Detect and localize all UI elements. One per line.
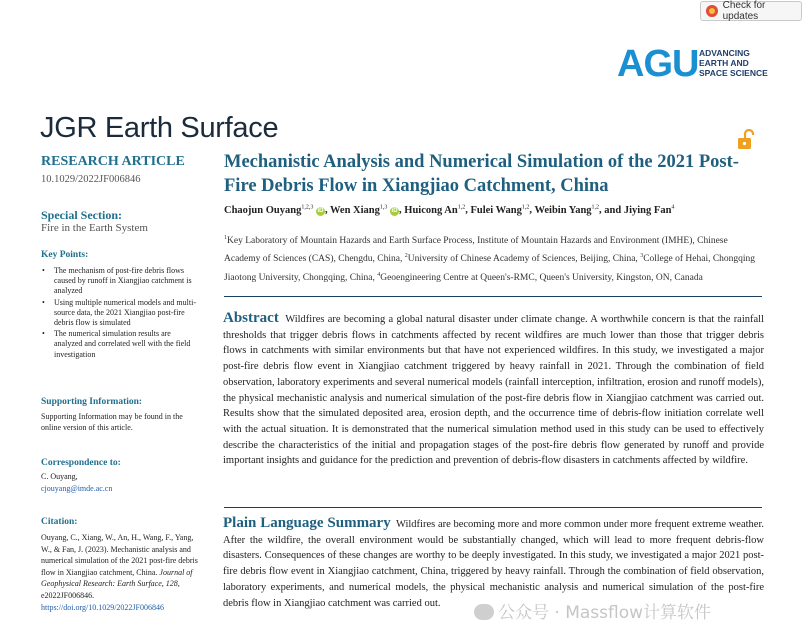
- citation-heading: Citation:: [41, 517, 78, 527]
- pls-heading: Plain Language Summary: [223, 515, 391, 531]
- author-name: Chaojun Ouyang: [224, 204, 302, 216]
- author: [330, 205, 399, 216]
- tagline-line: SPACE SCIENCE: [699, 68, 768, 78]
- author: [224, 205, 325, 216]
- key-point: • The mechanism of post-fire debris flows caused by runoff in Xiangjiao catchment is analyzed: [41, 266, 201, 297]
- citation-text: [41, 532, 203, 613]
- author-affiliation-marker: 1,2,3: [301, 204, 314, 210]
- orcid-icon[interactable]: iD: [317, 207, 324, 214]
- author-name: and Jiying Fan: [604, 204, 672, 216]
- author-affiliation-marker: 1,2: [457, 204, 466, 210]
- supporting-info-heading: Supporting Information:: [41, 397, 143, 407]
- wechat-icon: [474, 604, 494, 620]
- article-doi: 10.1029/2022JF006846: [41, 174, 141, 185]
- author-affiliation-marker: 4: [671, 204, 675, 210]
- correspondence-name: C. Ouyang,: [41, 472, 78, 481]
- author: [404, 205, 465, 216]
- tagline-line: EARTH AND: [699, 58, 749, 68]
- agu-tagline: [699, 48, 768, 78]
- pls-text: Wildfires are becoming more and more common under more frequent extreme weather. After the wildfire, the overall environment would be substantially changed, which will lead to more frequent debris-flow disasters. Consequences of these changes are worthy to be deeply investigated. In this study, we investigated a major 2021 post-fire debris flow event in Xiangjiao catchment, China, triggered by heavy rainfall. Through the combination of field observation, laboratory experiments, and numerical models, the physical mechanistic analysis and numerical simulation of the post-fire debris flow in Xiangjiao catchment was carried out.: [223, 519, 764, 609]
- section-divider: [224, 296, 762, 297]
- affiliation-marker: 1: [224, 235, 227, 241]
- author-list: Chaojun Ouyang$^{1,2,3}$ iD , Wen Xiang$^{1,3}$ iD , Huicong An$^{1,2}$, Fulei Wang$^{1,2}$, Weibin Yang$^{1,2}$, and Jiying Fan$^4$: [224, 204, 675, 216]
- affiliation-text: Geoengineering Centre at Queen's-RMC, Queen's University, Kingston, ON, Canada: [380, 272, 703, 283]
- affiliation-text: College of Hehai, Chongqing Jiaotong University, Chongqing, China,: [224, 254, 756, 283]
- citation-journal: Journal of Geophysical Research: Earth Surface, 128,: [41, 567, 193, 589]
- tagline-line: ADVANCING: [699, 48, 750, 58]
- author-name: Weibin Yang: [534, 204, 592, 216]
- citation-body: Ouyang, C., Xiang, W., An, H., Wang, F., Yang, W., & Fan, J. (2023). Mechanistic analysis and numerical simulation of the 2021 post-fire debris flow in Xiangjiao catchment, China.: [41, 533, 198, 577]
- abstract-text: Wildfires are becoming a global natural disaster under climate change. A worthwhile concern is that the rainfall thresholds that trigger debris flows in catchments affected by recent wildfires are much lower than those that trigger debris flows in catchments with similar environments but that have not experienced wildfires. In this study, we investigated a major post-fire debris flow event in Xiangjiao catchment triggered by heavy rainfall in 2021. Through the combination of field observation, laboratory experiments and several numerical models (rainfall interception, infiltration, erosion and runoff models), the physical mechanistic analysis and numerical simulation of the post-fire debris flow in Xiangjiao catchment was carried out. Results show that the simulated deposited area, erosion depth, and the occurrence time of debris-flow initiation correlate well with the actual situation. It is demonstrated that the numerical simulation method used in this study can be used to effectively describe the characteristics of the initial and propagation stages of the post-fire debris flow generated by runoff and provide important insights and guidance for the prediction and prevention of debris-flow disasters in catchments affected by wildfire.: [223, 314, 765, 467]
- watermark-text: 公众号 · Massflow计算软件: [498, 603, 712, 623]
- section-divider: [224, 507, 762, 508]
- affiliation-marker: 2: [404, 253, 408, 260]
- author-affiliation-marker: 1,3: [379, 204, 388, 210]
- agu-logo: AGU: [617, 43, 699, 85]
- check-for-updates-button[interactable]: [700, 1, 802, 21]
- author-name: Fulei Wang: [470, 204, 522, 216]
- abstract-heading: Abstract: [223, 310, 279, 326]
- author-affiliation-marker: 1,2: [521, 204, 530, 210]
- key-points-heading: Key Points:: [41, 250, 89, 260]
- affiliation-text: Key Laboratory of Mountain Hazards and Earth Surface Process, Institute of Mountain Hazards and Environment (IMHE), Chinese Academy of Sciences (CAS), Chengdu, China,: [224, 236, 728, 265]
- author: [470, 205, 529, 216]
- abstract-section: [223, 311, 764, 469]
- watermark: [474, 598, 711, 623]
- update-icon: [706, 5, 718, 17]
- orcid-icon[interactable]: iD: [391, 207, 398, 214]
- correspondence-heading: Correspondence to:: [41, 458, 121, 468]
- affiliation-marker: 4: [377, 271, 381, 278]
- author: [534, 205, 599, 216]
- affiliation-text: University of Chinese Academy of Sciences, Beijing, China,: [407, 254, 641, 265]
- key-points-list: [41, 266, 201, 361]
- special-section-text: Fire in the Earth System: [41, 222, 148, 234]
- article-title: Mechanistic Analysis and Numerical Simulation of the 2021 Post-Fire Debris Flow in Xiangjiao Catchment, China: [224, 152, 739, 196]
- key-point: • The numerical simulation results are analyzed and correlated well with the field investigation: [41, 329, 201, 360]
- special-section-heading: Special Section:: [41, 208, 122, 222]
- key-point: • Using multiple numerical models and multi-source data, the 2021 Xiangjiao post-fire debris flow is simulated: [41, 298, 201, 329]
- author-name: Huicong An: [404, 204, 458, 216]
- article-type: RESEARCH ARTICLE: [41, 154, 185, 169]
- affiliation-marker: 3: [640, 253, 644, 260]
- author-name: Wen Xiang: [330, 204, 380, 216]
- check-for-updates-label: Check for updates: [722, 0, 766, 22]
- author: [604, 205, 674, 216]
- author-affiliation-marker: 1,2: [591, 204, 600, 210]
- plain-language-summary-section: [223, 516, 764, 611]
- open-access-lock-icon: [736, 128, 758, 150]
- affiliations: [224, 231, 764, 286]
- supporting-info-text: Supporting Information may be found in the online version of this article.: [41, 412, 183, 432]
- citation-doi-link[interactable]: https://doi.org/10.1029/2022JF006846: [41, 602, 164, 612]
- journal-title: JGR Earth Surface: [40, 112, 279, 144]
- citation-article: e2022JF006846.: [41, 590, 95, 600]
- correspondence-email-link[interactable]: cjouyang@imde.ac.cn: [41, 484, 113, 493]
